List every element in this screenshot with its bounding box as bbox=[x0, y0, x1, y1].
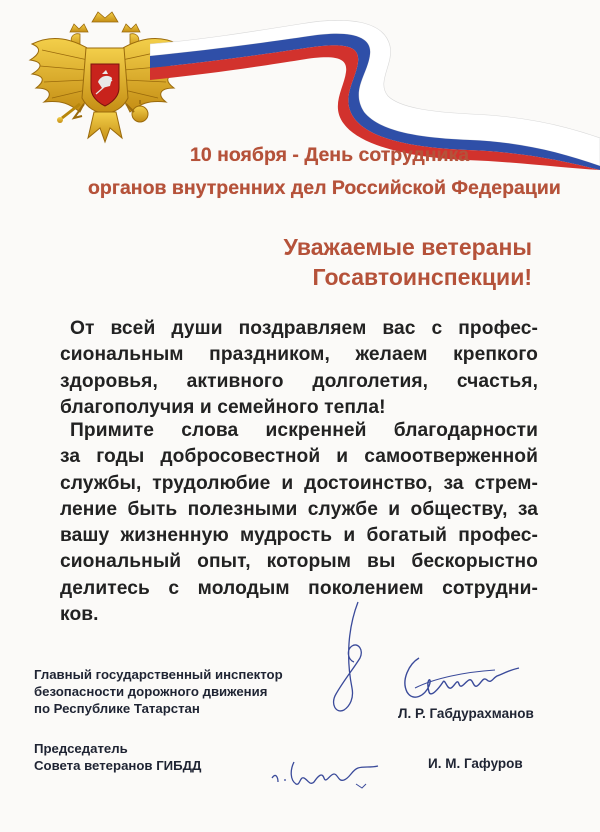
signatory-2-title bbox=[34, 740, 201, 774]
signature-1-flourish bbox=[318, 598, 378, 718]
signatory-1-title bbox=[34, 666, 283, 717]
body-line: здоровья, активного долголетия, счастья, bbox=[60, 370, 538, 392]
paragraph-2 bbox=[60, 418, 538, 628]
body-line: делитесь с молодым поколением сотрудни- bbox=[60, 577, 538, 599]
signatory-title-line: безопасности дорожного движения bbox=[34, 684, 268, 699]
body-line: за годы добросовестной и самоотверженной bbox=[60, 446, 538, 468]
signatory-2-name: И. М. Гафуров bbox=[428, 756, 523, 771]
body-line: благополучия и семейного тепла! bbox=[60, 396, 386, 418]
header-line-2: органов внутренних дел Российской Федерации bbox=[88, 177, 561, 199]
body-line: ков. bbox=[60, 604, 99, 626]
body-line: вашу жизненную мудрость и богатый профес- bbox=[60, 525, 538, 547]
signatory-title-line: по Республике Татарстан bbox=[34, 701, 200, 716]
salutation-line-2: Госавтоинспекции! bbox=[312, 264, 532, 290]
body-line: ление быть полезными службе и обществу, за bbox=[60, 498, 538, 520]
body-line: службы, трудолюбие и достоинство, за стрем- bbox=[60, 472, 538, 494]
body-line: Примите слова искренней благодарности bbox=[70, 420, 538, 441]
body-line: сиональный опыт, которым вы бескорыстно bbox=[60, 551, 538, 573]
paragraph-1 bbox=[60, 316, 538, 421]
signatory-1-name: Л. Р. Габдурахманов bbox=[398, 706, 534, 721]
signatory-title-line: Совета ветеранов ГИБДД bbox=[34, 758, 202, 773]
signature-2 bbox=[266, 748, 386, 794]
signature-1 bbox=[395, 648, 535, 708]
signatory-title-line: Председатель bbox=[34, 741, 128, 756]
body-line: сиональным праздником, желаем крепкого bbox=[60, 344, 538, 366]
header-line-1: 10 ноября - День сотрудника bbox=[190, 144, 470, 166]
signatory-title-line: Главный государственный инспектор bbox=[34, 667, 283, 682]
body-line: От всей души поздравляем вас с профес- bbox=[70, 318, 538, 339]
salutation-line-1: Уважаемые ветераны bbox=[283, 234, 532, 260]
